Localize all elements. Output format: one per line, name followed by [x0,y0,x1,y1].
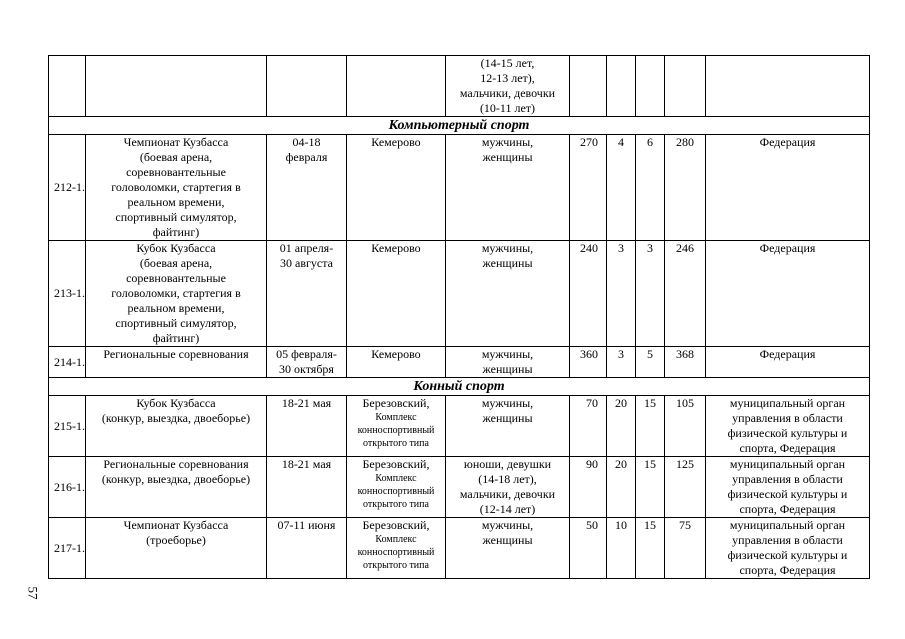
value-cell: 5 [636,347,665,378]
participants-cell: мужчины, женщины [446,396,570,457]
place-city: Березовский, [362,457,430,471]
participants-cell: мужчины, женщины [446,241,570,347]
organizer-cell: Федерация [706,241,870,347]
value-cell: 20 [607,457,636,518]
organizer-cell: муниципальный орган управления в области физической культуры и спорта, Федерация [706,518,870,579]
event-date: 18-21 мая [267,457,347,518]
row-number: 215-1. [49,396,86,457]
row-number: 216-1. [49,457,86,518]
section-title: Компьютерный спорт [49,117,870,135]
value-cell: 3 [607,241,636,347]
value-cell: 15 [636,396,665,457]
participants-cell: мужчины, женщины [446,135,570,241]
value-cell: 246 [665,241,706,347]
value-cell: 3 [636,241,665,347]
organizer-cell: Федерация [706,347,870,378]
organizer-cell: Федерация [706,135,870,241]
event-name: Чемпионат Кузбасса (боевая арена, соревновантельные головоломки, стартегия в реальном времени, спортивный симулятор, файтинг) [86,135,267,241]
row-number: 213-1. [49,241,86,347]
value-cell: 125 [665,457,706,518]
place-detail: Комплекс конноспортивный открытого типа [357,412,435,449]
event-name: Чемпионат Кузбасса (троеборье) [86,518,267,579]
value-cell: 280 [665,135,706,241]
page-number: 57 [25,586,41,600]
table-row [49,135,870,241]
event-place [347,518,446,579]
value-cell: 270 [570,135,607,241]
value-cell: 3 [607,347,636,378]
event-place [347,457,446,518]
organizer-cell: муниципальный орган управления в области физической культуры и спорта, Федерация [706,396,870,457]
value-cell: 15 [636,518,665,579]
event-name: Региональные соревнования (конкур, выездка, двоеборье) [86,457,267,518]
value-cell: 90 [570,457,607,518]
value-cell: 368 [665,347,706,378]
event-date: 07-11 июня [267,518,347,579]
events-table [48,55,870,579]
table-row [49,56,870,117]
event-place: Кемерово [347,241,446,347]
event-date: 18-21 мая [267,396,347,457]
value-cell: 4 [607,135,636,241]
participants-cell: мужчины, женщины [446,347,570,378]
value-cell: 240 [570,241,607,347]
event-name: Региональные соревнования [86,347,267,378]
event-place: Кемерово [347,347,446,378]
participants-cell: мужчины, женщины [446,518,570,579]
value-cell: 10 [607,518,636,579]
table-row [49,241,870,347]
section-header-equestrian [49,378,870,396]
organizer-cell: муниципальный орган управления в области физической культуры и спорта, Федерация [706,457,870,518]
place-city: Березовский, [362,518,430,532]
value-cell: 20 [607,396,636,457]
row-number: 217-1. [49,518,86,579]
place-city: Березовский, [362,396,430,410]
section-title: Конный спорт [49,378,870,396]
table-row [49,347,870,378]
table-row [49,396,870,457]
table-row [49,518,870,579]
value-cell: 75 [665,518,706,579]
value-cell: 15 [636,457,665,518]
value-cell: 360 [570,347,607,378]
value-cell: 50 [570,518,607,579]
event-name: Кубок Кузбасса (конкур, выездка, двоеборье) [86,396,267,457]
value-cell: 105 [665,396,706,457]
event-date: 01 апреля- 30 августа [267,241,347,347]
participants-cell: (14-15 лет, 12-13 лет), мальчики, девочки (10-11 лет) [446,56,570,117]
event-place: Кемерово [347,135,446,241]
event-place [347,396,446,457]
table-row [49,457,870,518]
event-date: 04-18 февраля [267,135,347,241]
event-name: Кубок Кузбасса (боевая арена, соревновантельные головоломки, стартегия в реальном времени, спортивный симулятор, файтинг) [86,241,267,347]
section-header-esports [49,117,870,135]
value-cell: 70 [570,396,607,457]
participants-cell: юноши, девушки (14-18 лет), мальчики, девочки (12-14 лет) [446,457,570,518]
place-detail: Комплекс конноспортивный открытого типа [357,473,435,510]
place-detail: Комплекс конноспортивный открытого типа [357,534,435,571]
row-number: 212-1. [49,135,86,241]
row-number: 214-1. [49,347,86,378]
value-cell: 6 [636,135,665,241]
event-date: 05 февраля- 30 октября [267,347,347,378]
